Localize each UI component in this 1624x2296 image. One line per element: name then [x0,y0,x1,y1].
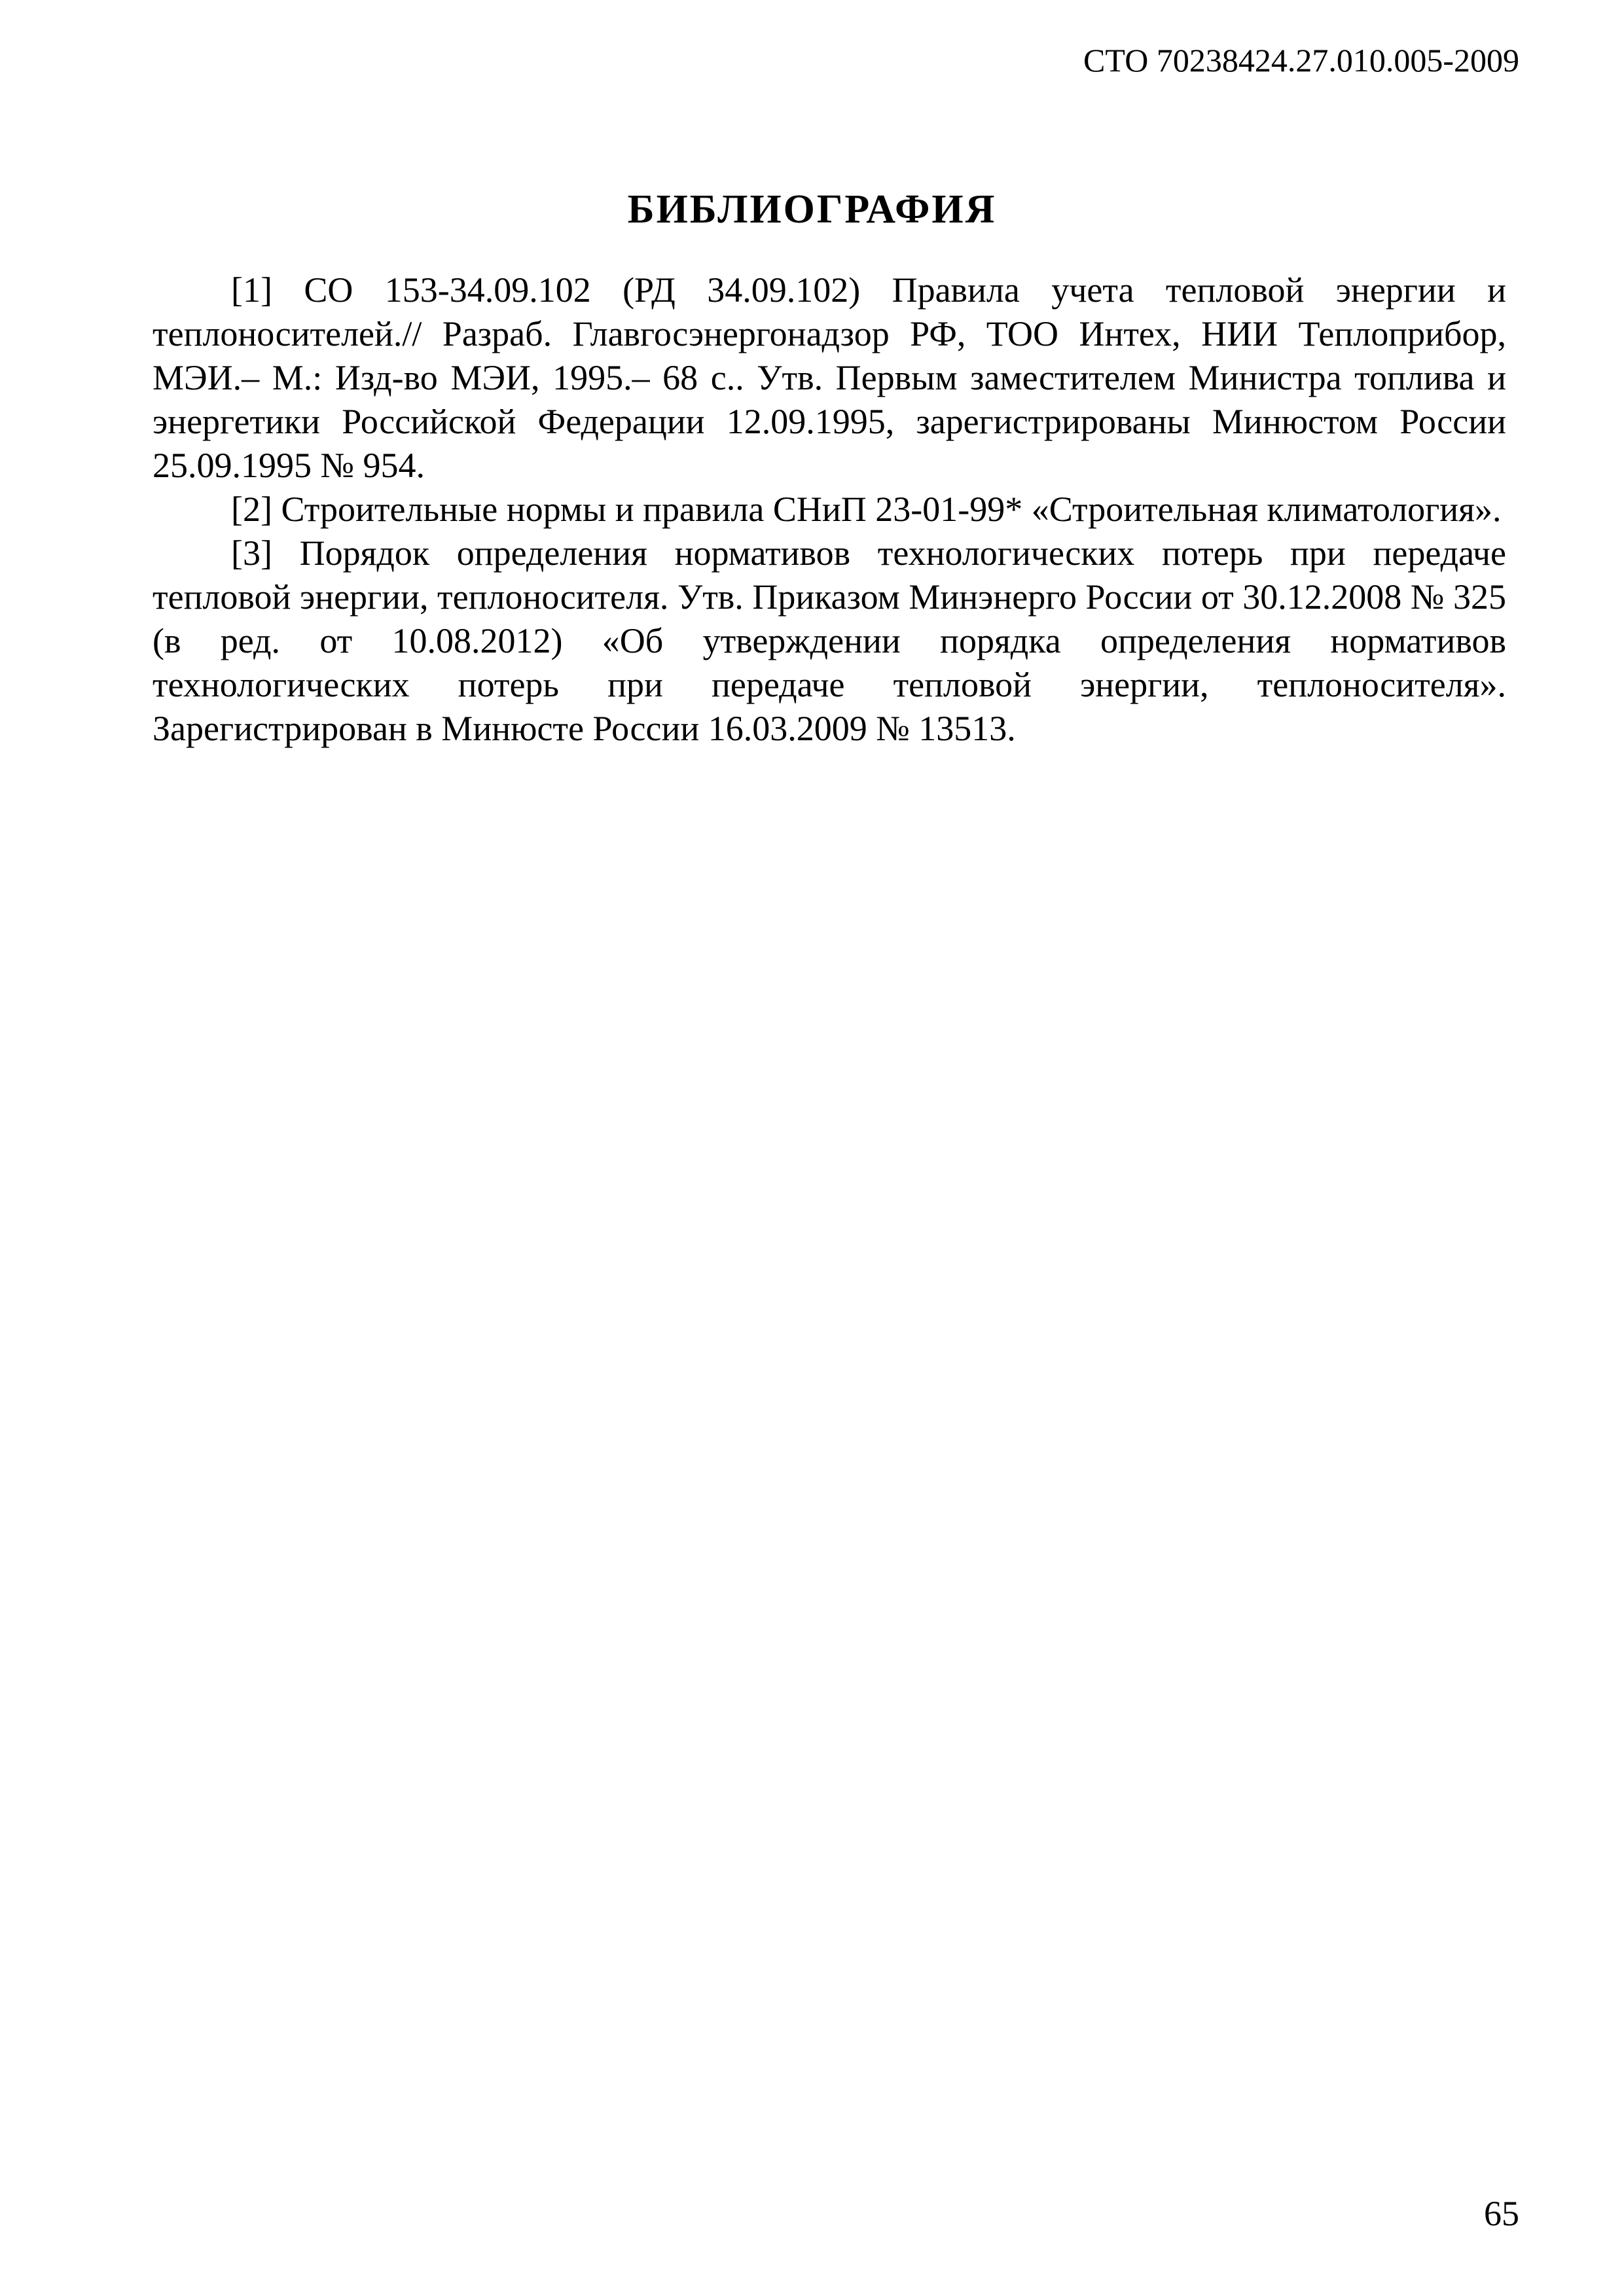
bibliography-entry-3: [3] Порядок определения нормативов технологических потерь при передаче тепловой энергии, теплоносителя. Утв. Приказом Минэнерго России от 30.12.2008 № 325 (в ред. от 10.08.2012) «Об утверждении порядка определения нормативов технологических потерь при передаче тепловой энергии, теплоносителя». Зарегистрирован в Минюсте России 16.03.2009 № 13513. [153,533,1506,748]
bibliography-list [153,268,1506,751]
bibliography-entry-1: [1] СО 153-34.09.102 (РД 34.09.102) Правила учета тепловой энергии и теплоносителей.// Разраб. Главгосэнергонадзор РФ, ТОО Интех, НИИ Теплоприбор, МЭИ.– М.: Изд-во МЭИ, 1995.– 68 с.. Утв. Первым заместителем Министра топлива и энергетики Российской Федерации 12.09.1995, зарегистрированы Минюстом России 25.09.1995 № 954. [153,270,1506,485]
document-code-header: СТО 70238424.27.010.005-2009 [1083,42,1519,79]
page-number: 65 [1484,2194,1519,2233]
bibliography-entry-2: [2] Строительные нормы и правила СНиП 23-01-99* «Строительная климатология». [231,490,1502,529]
section-title: БИБЛИОГРАФИЯ [627,187,997,232]
